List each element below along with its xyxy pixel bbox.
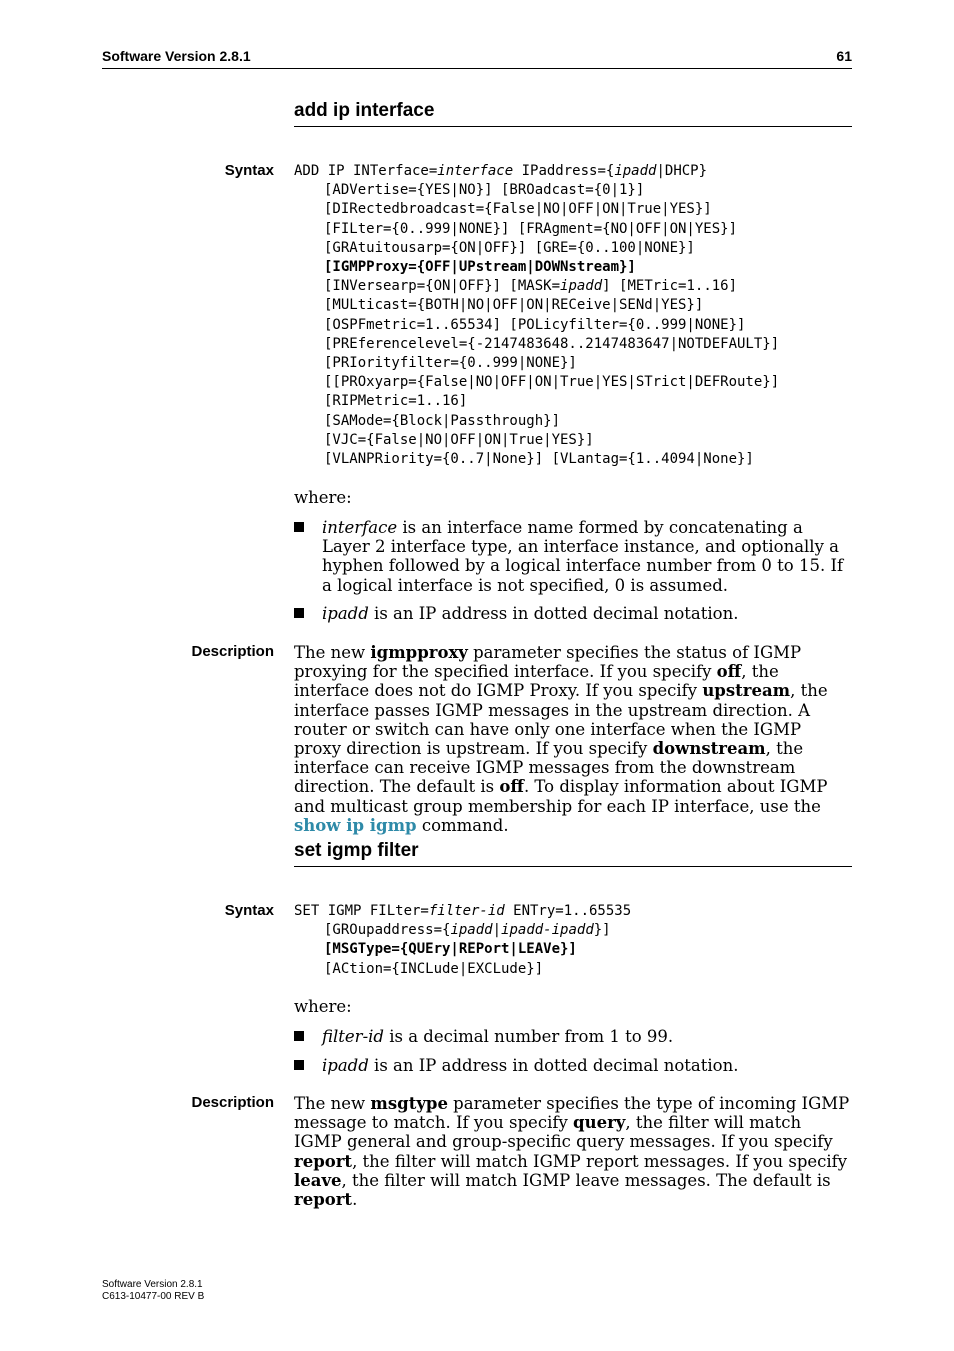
text-run: The new	[294, 1094, 371, 1113]
bold-text: report	[294, 1151, 353, 1171]
syntax-line	[294, 200, 779, 219]
where-label: where:	[294, 488, 352, 507]
text-run: [INVersearp={ON|OFF}] [MASK=	[324, 278, 561, 295]
italic-text: ipadd	[614, 163, 657, 179]
bullet-square-icon	[294, 1060, 304, 1070]
bold-text: downstream	[652, 739, 766, 759]
text-run: [OSPFmetric=1..65534] [POLicyfilter={0..999|NONE}]	[324, 316, 746, 333]
syntax-line	[294, 354, 779, 373]
description-text	[294, 643, 852, 835]
bold-text: upstream	[702, 681, 791, 701]
text-run: , the filter will match IGMP report messages. If you specify	[352, 1151, 848, 1171]
text-run: |DHCP}	[656, 163, 708, 179]
bullet-item	[294, 1056, 852, 1075]
text-run: [DIRectedbroadcast={False|NO|OFF|ON|True|YES}]	[324, 201, 712, 218]
text-run: [PRIorityfilter={0..999|NONE}]	[324, 355, 577, 372]
text-run: ] [METric=1..16]	[602, 278, 738, 295]
text-run: command.	[416, 815, 509, 835]
italic-text: ipadd	[322, 604, 369, 623]
text-run: [ACtion={INCLude|EXCLude}]	[324, 960, 544, 977]
bold-text: msgtype	[370, 1094, 448, 1113]
text-run: [RIPMetric=1..16]	[324, 393, 468, 410]
bold-text: query	[573, 1113, 626, 1133]
bullet-item	[294, 1027, 852, 1046]
syntax-label: Syntax	[224, 162, 274, 179]
bold-text: [IGMPProxy={OFF|UPstream|DOWNstream}]	[324, 259, 636, 276]
text-run: . To display information about IGMP and multicast group membership for each IP interface, use the	[294, 777, 828, 816]
syntax-line	[294, 258, 779, 277]
where-label: where:	[294, 997, 352, 1016]
syntax-line	[294, 940, 631, 959]
description-label: Description	[191, 1094, 274, 1111]
text-run: [FILter={0..999|NONE}] [FRAgment={NO|OFF|ON|YES}]	[324, 220, 738, 237]
text-run: [GRAtuitousarp={ON|OFF}] [GRE={0..100|NONE}]	[324, 239, 695, 256]
text-run: parameter specifies the type of incoming IGMP message to match. If you specify	[294, 1094, 850, 1133]
text-run: is an IP address in dotted decimal notation.	[368, 604, 739, 623]
bold-text: igmpproxy	[370, 643, 468, 662]
text-run: , the interface does not do IGMP Proxy. If you specify	[294, 662, 779, 701]
italic-text: filter-id	[322, 1027, 384, 1046]
syntax-line	[294, 431, 779, 450]
bullet-item	[294, 604, 852, 623]
syntax-line	[294, 239, 779, 258]
text-run: is an IP address in dotted decimal notation.	[368, 1056, 739, 1075]
italic-text: ipadd	[322, 1056, 369, 1075]
text-run: is a decimal number from 1 to 99.	[383, 1027, 674, 1046]
syntax-line	[294, 960, 631, 979]
text-run: SET IGMP FILter=	[294, 903, 429, 919]
syntax-label: Syntax	[224, 902, 274, 919]
syntax-line	[294, 220, 779, 239]
syntax-line	[294, 450, 779, 469]
italic-text: interface	[322, 518, 398, 537]
page-number: 61	[836, 48, 852, 64]
section-rule	[294, 866, 852, 867]
header-rule	[102, 68, 852, 69]
text-run: }]	[593, 922, 611, 939]
bullet-item	[294, 518, 852, 595]
italic-text: ipadd-ipadd	[501, 922, 594, 939]
text-run: ENTry=1..65535	[504, 903, 632, 919]
syntax-line	[294, 902, 631, 921]
italic-text: ipadd	[450, 922, 493, 939]
syntax-line	[294, 277, 779, 296]
text-run: [GROupaddress={	[324, 922, 451, 939]
text-run: parameter specifies the status of IGMP proxying for the specified interface. If you specify	[294, 643, 802, 682]
text-run: .	[352, 1190, 358, 1210]
syntax-line	[294, 412, 779, 431]
text-run: , the filter will match IGMP leave messages. The default is	[341, 1170, 831, 1190]
bold-text: off	[499, 777, 524, 797]
text-run: The new	[294, 643, 371, 662]
section-rule	[294, 126, 852, 127]
syntax-line	[294, 316, 779, 335]
bullet-square-icon	[294, 608, 304, 618]
syntax-line	[294, 296, 779, 315]
text-run: , the interface passes IGMP messages in the upstream direction. A router or switch can have only one interface when the IGMP proxy direction is upstream. If you specify	[294, 681, 828, 759]
text-run: [VLANPRiority={0..7|None}] [VLantag={1..4094|None}]	[324, 451, 754, 468]
section-title-set-igmp-filter: set igmp filter	[294, 840, 419, 861]
text-run: [ADVertise={YES|NO}] [BROadcast={0|1}]	[324, 182, 645, 199]
page-header-left: Software Version 2.8.1	[102, 48, 251, 64]
bold-text: report	[294, 1190, 353, 1210]
bold-text: leave	[294, 1170, 342, 1190]
syntax-block	[294, 162, 779, 469]
bold-text: [MSGType={QUEry|REPort|LEAVe}]	[324, 941, 577, 958]
syntax-block	[294, 902, 631, 979]
description-text	[294, 1094, 852, 1209]
text-run: , the interface can receive IGMP messages from the downstream direction. The default is	[294, 739, 804, 797]
bullet-square-icon	[294, 522, 304, 532]
italic-text: ipadd	[560, 278, 603, 295]
syntax-line	[294, 162, 779, 181]
text-run: ADD IP INTerface=	[294, 163, 438, 179]
syntax-line	[294, 392, 779, 411]
bold-text: off	[716, 662, 742, 682]
command-link[interactable]: show ip igmp	[294, 815, 417, 835]
bullet-square-icon	[294, 1031, 304, 1041]
italic-text: filter-id	[428, 903, 505, 919]
footer-version: Software Version 2.8.1	[102, 1279, 203, 1290]
footer-doc-number: C613-10477-00 REV B	[102, 1291, 205, 1302]
page-footer	[102, 1279, 204, 1303]
syntax-line	[294, 921, 631, 940]
text-run: |	[492, 922, 502, 939]
description-label: Description	[191, 643, 274, 660]
text-run: [PREferencelevel={-2147483648..2147483647|NOTDEFAULT}]	[324, 335, 780, 352]
syntax-line	[294, 335, 779, 354]
text-run: [MULticast={BOTH|NO|OFF|ON|RECeive|SENd|YES}]	[324, 297, 704, 314]
syntax-line	[294, 181, 779, 200]
text-run: [[PROxyarp={False|NO|OFF|ON|True|YES|STrict|DEFRoute}]	[324, 374, 780, 391]
section-title-add-ip-interface: add ip interface	[294, 100, 435, 121]
text-run: [SAMode={Block|Passthrough}]	[324, 412, 561, 429]
italic-text: interface	[437, 163, 514, 179]
syntax-line	[294, 373, 779, 392]
text-run: , the filter will match IGMP general and group-specific query messages. If you specify	[294, 1113, 833, 1152]
text-run: [VJC={False|NO|OFF|ON|True|YES}]	[324, 431, 594, 448]
text-run: is an interface name formed by concatenating a Layer 2 interface type, an interface instance, and optionally a hyphen followed by a logical interface number from 0 to 15. If a logical interface is not specified, 0 is assumed.	[322, 518, 844, 595]
text-run: IPaddress={	[513, 163, 615, 179]
